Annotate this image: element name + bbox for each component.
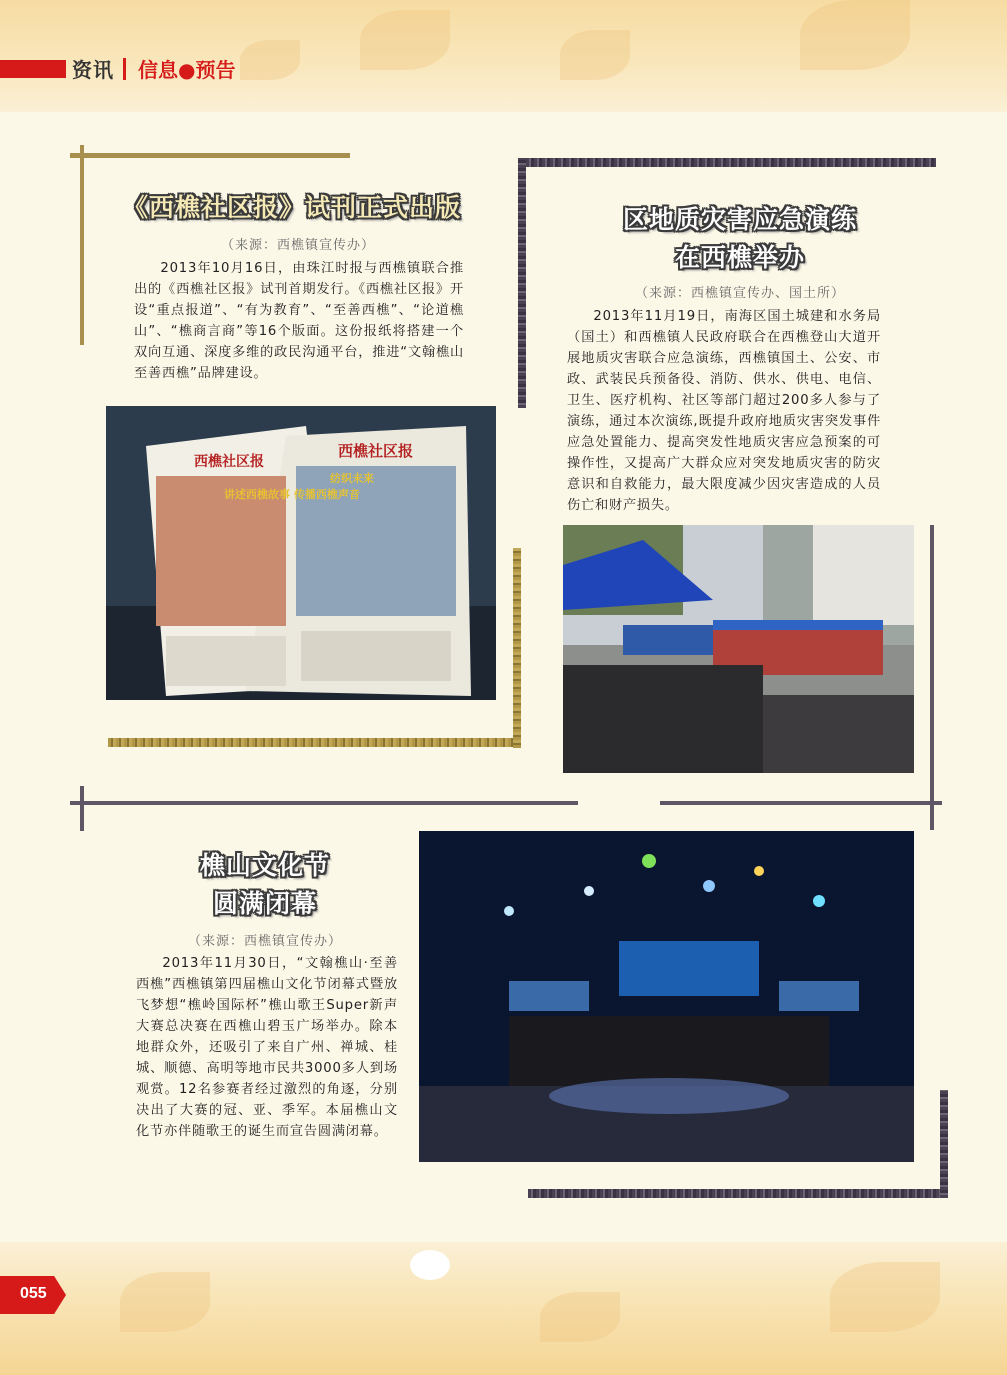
article1-source: （来源：西樵镇宣传办）: [220, 238, 375, 253]
frame-line: [930, 525, 934, 830]
frame-line: [660, 801, 942, 805]
drill-photo-art: [563, 525, 914, 773]
article3-source: （来源：西樵镇宣传办）: [187, 934, 342, 949]
frame-line: [70, 801, 578, 805]
frame-line: [108, 738, 518, 747]
article2-source: （来源：西樵镇宣传办、国土所）: [634, 286, 845, 301]
frame-line: [518, 158, 936, 167]
frame-line: [80, 145, 84, 345]
paper-left-headline: 讲述西樵故事 传播西樵声音: [224, 488, 360, 501]
festival-photo: [419, 831, 914, 1162]
paper-right-mast: 西樵社区报: [338, 442, 414, 460]
newspaper-photo: [106, 406, 496, 700]
newspaper-photo-art: [106, 406, 496, 700]
article3-body: 2013年11月30日，“文翰樵山·至善西樵”西樵镇第四届樵山文化节闭幕式暨放飞梦想“樵岭国际杯”樵山歌王Super新声大赛总决赛在西樵山碧玉广场举办。除本地群众外，还吸引了来自广州、禅城、桂城、顺德、高明等地市民共3000多人到场观赏。12名参赛者经过激烈的角逐，分别决出了大赛的冠、亚、季军。本届樵山文化节亦伴随歌王的诞生而宣告圆满闭幕。: [136, 956, 398, 1139]
paper-left-mast: 西樵社区报: [194, 454, 264, 470]
drill-photo: [563, 525, 914, 773]
frame-line: [70, 153, 350, 158]
article3-title-line2: 圆满闭幕: [212, 889, 317, 918]
article2-title-line1: 区地质灾害应急演练: [622, 205, 857, 234]
header-red-bar: [0, 60, 66, 78]
header-divider: [123, 58, 126, 80]
frame-line: [80, 786, 84, 831]
frame-line: [528, 1189, 948, 1198]
frame-line: [940, 1090, 948, 1198]
article2-title-line2: 在西樵举办: [674, 243, 805, 272]
bottom-decor-band: [0, 1242, 1007, 1375]
article3-title-line1: 樵山文化节: [199, 851, 330, 880]
subsection-label: 信息●预告: [138, 58, 236, 82]
article2-body: 2013年11月19日，南海区国土城建和水务局（国土）和西樵镇人民政府联合在西樵登山大道开展地质灾害联合应急演练，西樵镇国土、公安、市政、武装民兵预备役、消防、供水、供电、电信、卫生、医疗机构、社区等部门超过200多人参与了演练，通过本次演练,既提升政府地质灾害突发事件应急处置能力、提高突发性地质灾害应急预案的可操作性，又提高广大群众应对突发地质灾害的防灾意识和自救能力，最大限度减少因灾害造成的人员伤亡和财产损失。: [567, 309, 881, 513]
article1-body: 2013年10月16日，由珠江时报与西樵镇联合推出的《西樵社区报》试刊首期发行。《西樵社区报》开设“重点报道”、“有为教育”、“至善西樵”、“论道樵山”、“樵商言商”等16个版面。这份报纸将搭建一个双向互通、深度多维的政民沟通平台，推进“文翰樵山 至善西樵”品牌建设。: [134, 261, 464, 381]
section-label: 资讯: [72, 58, 114, 82]
frame-line: [518, 158, 526, 408]
article1-title: 《西樵社区报》试刊正式出版: [122, 193, 461, 222]
decor-oval: [410, 1250, 450, 1280]
page-number: 055: [20, 1285, 47, 1302]
festival-photo-art: [419, 831, 914, 1162]
paper-right-headline: 纺织未来: [330, 472, 374, 485]
frame-line: [513, 548, 521, 748]
